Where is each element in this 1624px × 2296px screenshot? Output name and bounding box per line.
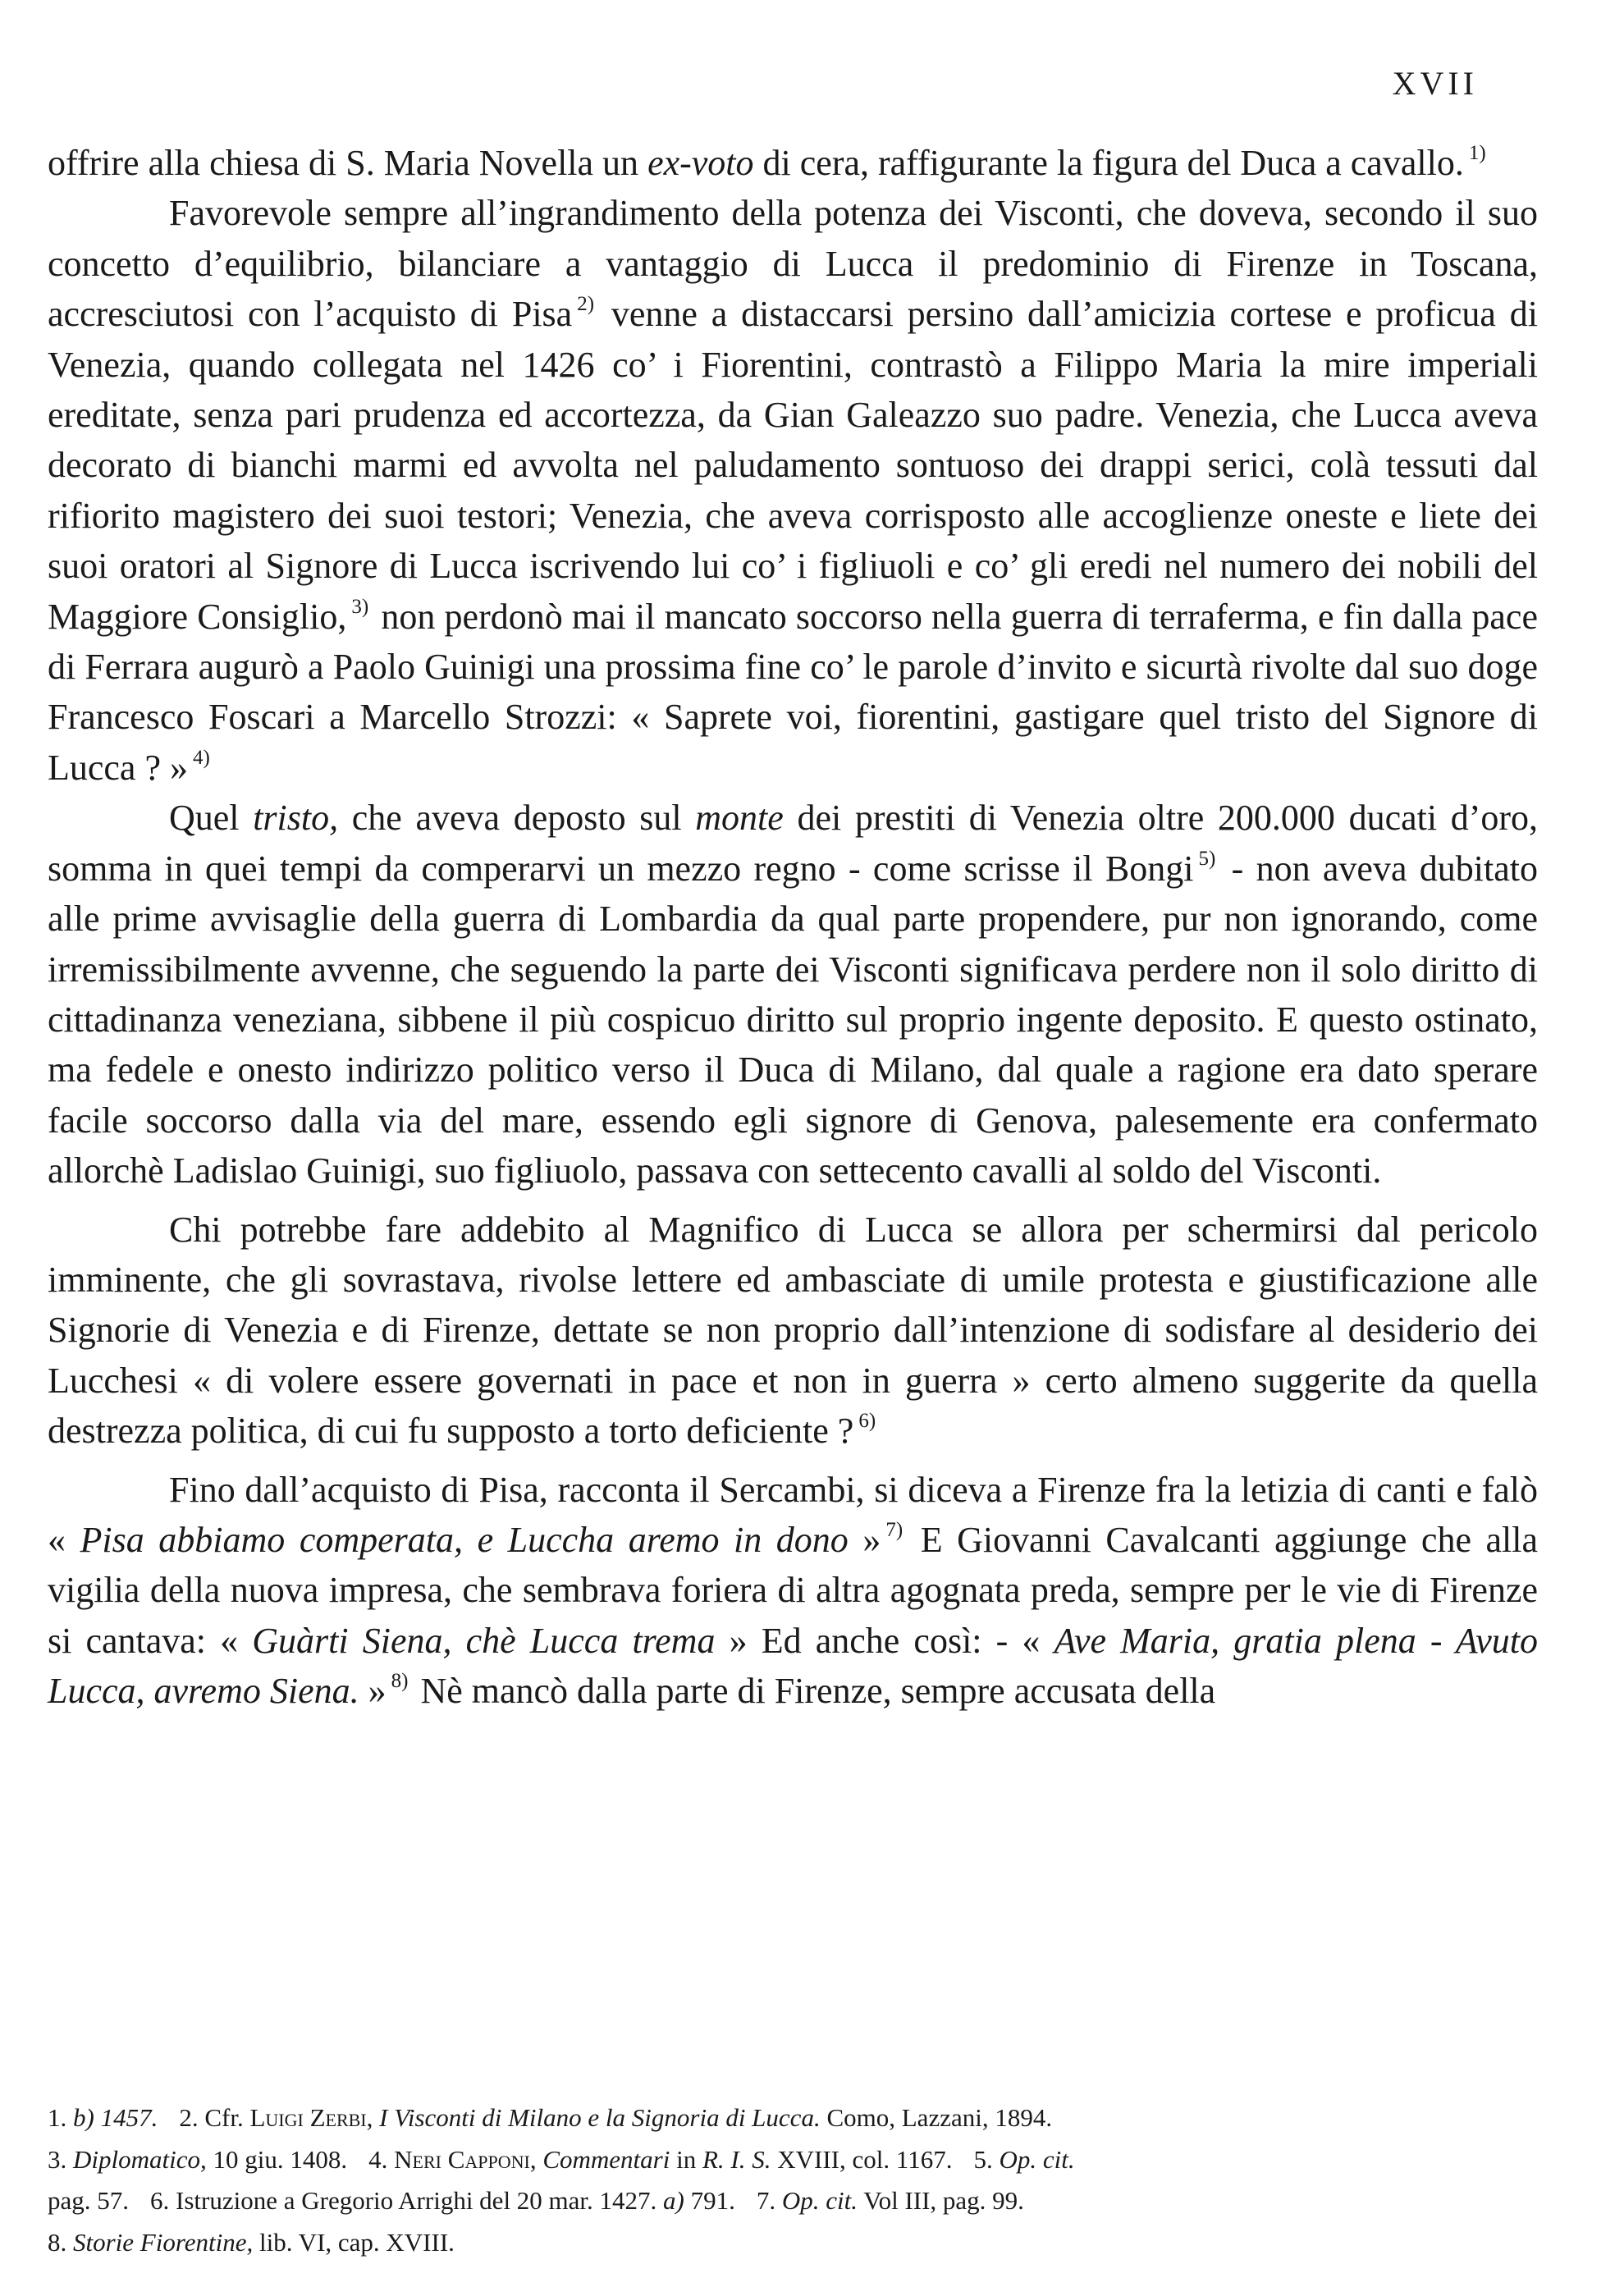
footnote-6-pre: Istruzione a Gregorio Arrighi del 20 mar. 1427. xyxy=(176,2186,657,2215)
note-ref-6: 6) xyxy=(858,1410,876,1433)
p4-text-a: Chi potrebbe fare addebito al Magnifico di Lucca se allora per schermirsi dal pericolo imminente, che gli sovrastava, rivolse lettere ed ambasciate di umile protesta e giustificazione alle Signorie di Venezia e di Firenze, dettate se non proprio dall’intenzione di sodisfare al desiderio dei Lucchesi « di volere essere governati in pace et non in guerra » certo almeno suggerite da quella destrezza politica, di cui fu supposto a torto deficiente ? xyxy=(48,1209,1538,1452)
note-ref-8: 8) xyxy=(391,1670,409,1693)
p5-text-h: » xyxy=(368,1671,387,1712)
footnote-3 xyxy=(48,2145,347,2174)
p5-text-d: E Giovanni Cavalcanti aggiunge che alla vigilia della nuova impresa, che sembrava foriera di altra agognata preda, sempre per le vie di Firenze si cantava: « xyxy=(48,1519,1539,1661)
footnote-8-post: lib. VI, cap. XVIII. xyxy=(259,2227,455,2257)
footnote-8-num: 8. xyxy=(48,2227,67,2257)
footnote-1 xyxy=(48,2103,158,2132)
footnote-2-author: Luigi Zerbi, xyxy=(249,2103,373,2132)
note-ref-5: 5) xyxy=(1198,847,1216,870)
footnote-2-num: 2. xyxy=(179,2103,199,2132)
footnote-2 xyxy=(179,2103,1052,2132)
paragraph-5 xyxy=(48,1465,1538,1717)
footnote-7-num: 7. xyxy=(756,2186,776,2215)
footnote-4-title2: R. I. S. xyxy=(702,2144,771,2174)
p3-text-a: Quel xyxy=(169,798,240,839)
footnote-4-author: Neri Capponi, xyxy=(394,2144,537,2174)
p3-text-e: dei prestiti di Venezia oltre 200.000 ducati d’oro, somma in quei tempi da comperarvi un mezzo regno - come scrisse il Bongi xyxy=(48,798,1539,889)
note-ref-1: 1) xyxy=(1468,142,1486,164)
footnote-4-num: 4. xyxy=(368,2144,388,2174)
footnote-3-title: Diplomatico, xyxy=(73,2144,207,2174)
footnote-8-title: Storie Fiorentine, xyxy=(73,2227,254,2257)
p5-italic-pisa-quote: Pisa abbiamo comperata, e Luccha aremo in dono xyxy=(80,1519,849,1560)
footnote-3-post: 10 giu. 1408. xyxy=(213,2144,348,2174)
footnote-2-title: I Visconti di Milano e la Signoria di Lucca. xyxy=(379,2103,821,2132)
footnote-line-1 xyxy=(48,2097,1538,2139)
note-ref-2: 2) xyxy=(577,293,595,316)
footnote-2-post: Como, Lazzani, 1894. xyxy=(826,2103,1053,2132)
footnote-7 xyxy=(757,2186,1024,2215)
p1-text-c: di cera, raffigurante la figura del Duca a cavallo. xyxy=(762,143,1464,183)
footnote-6 xyxy=(150,2186,735,2215)
footnote-6-post: 791. xyxy=(690,2186,735,2215)
p2-text-b: venne a distaccarsi persino dall’amicizia cortese e proficua di Venezia, quando collegata nel 1426 co’ i Fiorentini, contrastò a Filippo Maria la mire imperiali ereditate, senza pari prudenza ed accortezza, da Gian Galeazzo suo padre. Venezia, che Lucca aveva decorato di bianchi marmi ed avvolta nel paludamento sontuoso dei drappi serici, colà tessuti dal rifiorito magistero dei suoi testori; Venezia, che aveva corrisposto alle accoglienze oneste e liete dei suoi oratori al Signore di Lucca iscrivendo lui co’ i figliuoli e co’ gli eredi nel numero dei nobili del Maggiore Consiglio, xyxy=(48,294,1538,637)
footnote-4-title: Commentari xyxy=(542,2144,670,2174)
page-number: XVII xyxy=(1392,65,1478,102)
paragraph-4 xyxy=(48,1205,1538,1457)
footnote-2-pre: Cfr. xyxy=(204,2103,244,2132)
footnote-3-num: 3. xyxy=(48,2144,67,2174)
p3-text-f: - non aveva dubitato alle prime avvisaglie della guerra di Lombardia da qual parte propendere, pur non ignorando, come irremissibilmente avvenne, che seguendo la parte dei Visconti significava perdere non il solo diritto di cittadinanza veneziana, sibbene il più cospicuo diritto sul proprio ingente deposito. E questo ostinato, ma fedele e onesto indirizzo politico verso il Duca di Milano, dal quale a ragione era dato sperare facile soccorso dalla via del mare, essendo egli signore di Genova, palesemente era confermato allorchè Ladislao Guinigi, suo figliuolo, passava con settecento cavalli al soldo del Visconti. xyxy=(48,848,1538,1191)
note-ref-7: 7) xyxy=(885,1518,903,1541)
footnote-4 xyxy=(368,2145,952,2174)
p5-text-f: » Ed anche così: - « xyxy=(729,1620,1041,1661)
p5-text-i: Nè mancò dalla parte di Firenze, sempre accusata della xyxy=(420,1671,1216,1712)
p5-italic-siena-quote: Guàrti Siena, chè Lucca trema xyxy=(252,1620,716,1661)
p3-text-c: che aveva deposto sul xyxy=(351,798,682,839)
p3-italic-monte: monte xyxy=(695,798,784,839)
footnote-4-mid: in xyxy=(676,2144,697,2174)
footnote-5-title: Op. cit. xyxy=(999,2144,1075,2174)
p1-italic-ex-voto: ex-voto xyxy=(647,143,754,183)
footnote-5-post: pag. 57. xyxy=(48,2186,130,2215)
footnote-6-num: 6. xyxy=(150,2186,170,2215)
note-ref-4: 4) xyxy=(193,746,210,769)
footnote-line-3 xyxy=(48,2180,1538,2222)
p5-italic-ave-maria-quote: Ave Maria, gratia plena - Avuto Lucca, avremo Siena. xyxy=(48,1620,1539,1712)
footnote-1-num: 1. xyxy=(48,2103,67,2132)
p2-text-a: Favorevole sempre all’ingrandimento della potenza dei Visconti, che doveva, secondo il suo concetto d’equilibrio, bilanciare a vantaggio di Lucca il predominio di Firenze in Toscana, accresciutosi con l’acquisto di Pisa xyxy=(48,193,1538,335)
footnote-6-title: a) xyxy=(663,2186,684,2215)
p1-text-a: offrire alla chiesa di S. Maria Novella un xyxy=(48,143,639,183)
p5-text-c: » xyxy=(862,1519,881,1560)
footnote-7-title: Op. cit. xyxy=(781,2186,858,2215)
p2-text-c: non perdonò mai il mancato soccorso nella guerra di terraferma, e fin dalla pace di Ferrara augurò a Paolo Guinigi una prossima fine co’ le parole d’invito e sicurtà rivolte dal suo doge Francesco Foscari a Marcello Strozzi: « Saprete voi, fiorentini, gastigare quel tristo del Signore di Lucca ? » xyxy=(48,596,1538,788)
footnote-8 xyxy=(48,2228,455,2257)
footnote-4-post: XVIII, col. 1167. xyxy=(777,2144,953,2174)
p5-text-a: Fino dall’acquisto di Pisa, racconta il Sercambi, si diceva a Firenze fra la letizia di canti e falò « xyxy=(48,1469,1538,1560)
footnotes xyxy=(48,2097,1538,2263)
paragraph-3 xyxy=(48,793,1538,1196)
paragraph-1 xyxy=(48,138,1538,188)
footnote-5 xyxy=(973,2145,1074,2174)
body-text xyxy=(48,138,1538,1717)
note-ref-3: 3) xyxy=(351,595,369,618)
footnote-5-num: 5. xyxy=(973,2144,993,2174)
footnote-line-4 xyxy=(48,2222,1538,2264)
footnote-7-post: Vol III, pag. 99. xyxy=(863,2186,1024,2215)
paragraph-2 xyxy=(48,188,1538,793)
footnote-5-continued xyxy=(48,2186,129,2215)
footnote-line-2 xyxy=(48,2139,1538,2181)
p3-italic-tristo: tristo, xyxy=(253,798,339,839)
footnote-1-text: b) 1457. xyxy=(73,2103,158,2132)
